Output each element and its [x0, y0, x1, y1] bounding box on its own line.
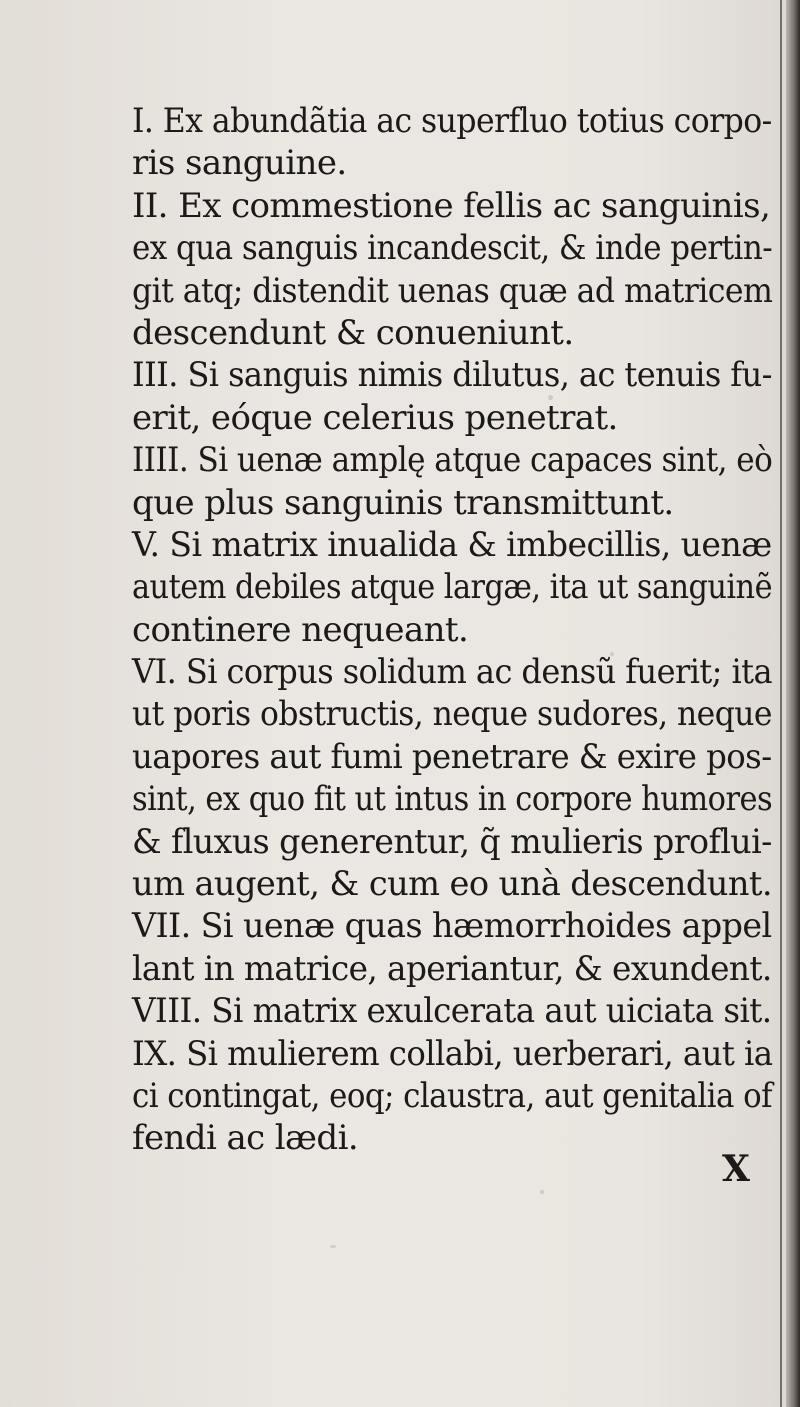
text-line: fendi ac lædi.	[132, 1118, 359, 1159]
text-line: lant in matrice, aperiantur, & exundent.	[132, 948, 772, 989]
text-line: VII. Si uenæ quas hæmorrhoides appel	[132, 906, 772, 947]
text-line: sint, ex quo fit ut intus in corpore humores	[132, 779, 773, 820]
text-line: ci contingat, eoq; claustra, aut genitalia of	[132, 1075, 772, 1116]
text-line: uapores aut fumi penetrare & exire pos-	[132, 736, 772, 777]
text-line: git atq; distendit uenas quæ ad matricem	[132, 270, 773, 311]
text-line: ex qua sanguis incandescit, & inde pertin-	[132, 228, 773, 269]
text-line: ris sanguine.	[132, 143, 347, 184]
text-line: continere nequeant.	[132, 609, 469, 650]
text-line: VI. Si corpus solidum ac densũ fuerit; ita	[132, 652, 772, 693]
text-line: autem debiles atque largæ, ita ut sanguinẽ	[132, 567, 772, 608]
text-line: I. Ex abundãtia ac superfluo totius corpo-	[132, 101, 772, 141]
text-line: III. Si sanguis nimis dilutus, ac tenuis fu-	[132, 355, 772, 396]
text-line: erit, eóque celerius penetrat.	[132, 397, 618, 438]
page-gutter-line	[780, 0, 782, 1407]
paper-speck	[540, 1190, 544, 1194]
text-line: um augent, & cum eo unà descendunt.	[132, 864, 772, 905]
text-line: & fluxus generentur, q̃ mulieris proflui-	[132, 821, 772, 862]
page-text	[132, 100, 772, 1160]
paper-speck	[330, 1245, 336, 1248]
text-line: IX. Si mulierem collabi, uerberari, aut ia	[132, 1033, 773, 1074]
catchword: X	[722, 1148, 750, 1190]
page-edge-shadow	[786, 0, 800, 1407]
text-line: VIII. Si matrix exulcerata aut uiciata sit.	[132, 991, 772, 1032]
text-line: IIII. Si uenæ amplę atque capaces sint, eò	[132, 440, 773, 481]
text-line: ut poris obstructis, neque sudores, neque	[132, 694, 772, 735]
text-line: V. Si matrix inualida & imbecillis, uenæ	[132, 524, 772, 565]
text-line: II. Ex commestione fellis ac sanguinis,	[132, 185, 771, 226]
text-line: que plus sanguinis transmittunt.	[132, 482, 674, 523]
text-line: descendunt & conueniunt.	[132, 312, 574, 353]
